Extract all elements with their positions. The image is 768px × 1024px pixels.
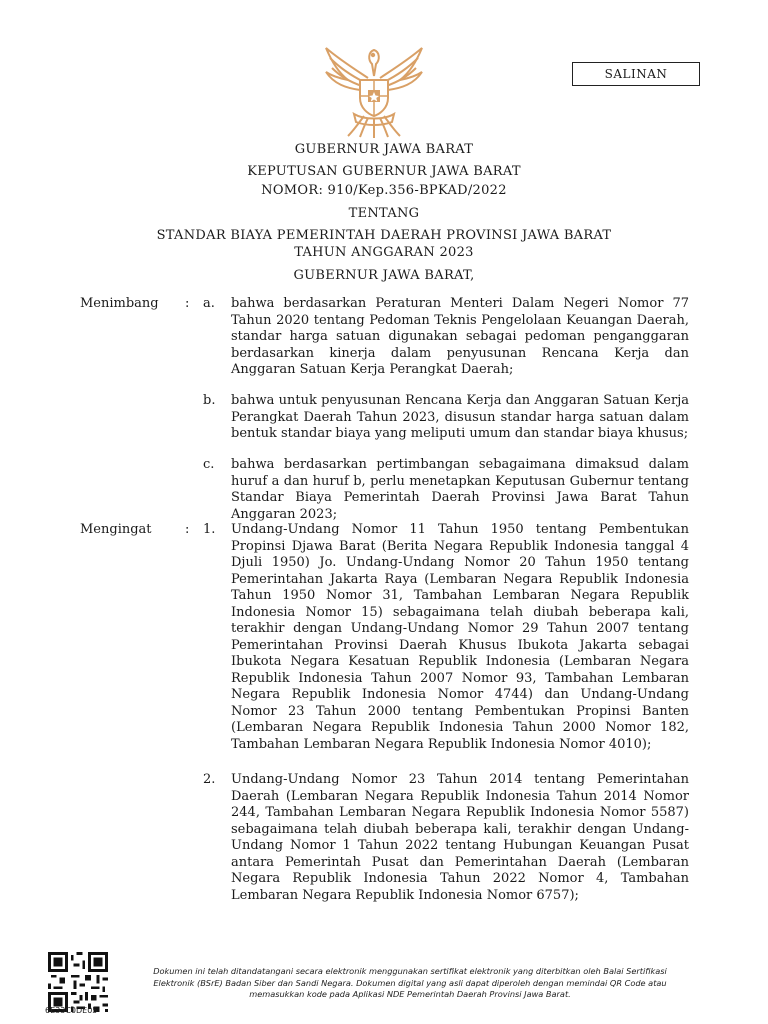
signature-disclaimer: [125, 966, 695, 1001]
menimbang-item-b: bahwa untuk penyusunan Rencana Kerja dan Anggaran Satuan Kerja Perangkat Daerah Tahun 2023, disusun standar harga satuan dalam bentuk standar biaya yang meliputi umum dan standar biaya khusus;: [231, 393, 689, 441]
subject-line-2: TAHUN ANGGARAN 2023: [294, 245, 474, 260]
menimbang-marker-a: a.: [203, 296, 215, 311]
garuda-emblem-icon: [318, 40, 430, 140]
salinan-badge: SALINAN: [572, 62, 700, 86]
mengingat-label: Mengingat: [80, 522, 152, 537]
mengingat-item-1: Undang-Undang Nomor 11 Tahun 1950 tentang Pembentukan Propinsi Djawa Barat (Berita Negara Republik Indonesia tanggal 4 Djuli 1950) Jo. Undang-Undang Nomor 20 Tahun 1950 tentang Pemerintahan Jakarta Raya (Lembaran Negara Republik Indonesia Tahun 1950 Nomor 31, Tambahan Lembaran Negara Republik Indonesia Nomor 15) sebagaimana telah diubah beberapa kali, terakhir dengan Undang-Undang Nomor 29 Tahun 2007 tentang Pemerintahan Provinsi Daerah Khusus Ibukota Jakarta sebagai Ibukota Negara Kesatuan Republik Indonesia (Lembaran Negara Republik Indonesia Tahun 2007 Nomor 93, Tambahan Lembaran Negara Republik Indonesia Nomor 4744) dan Undang-Undang Nomor 23 Tahun 2000 tentang Pembentukan Propinsi Banten (Lembaran Negara Republik Indonesia Tahun 2000 Nomor 182, Tambahan Lembaran Negara Republik Indonesia Nomor 4010);: [231, 522, 689, 752]
mengingat-item-2: Undang-Undang Nomor 23 Tahun 2014 tentang Pemerintahan Daerah (Lembaran Negara Republik Indonesia Tahun 2014 Nomor 244, Tambahan Lembaran Negara Republik Indonesia Nomor 5587) sebagaimana telah diubah beberapa kali, terakhir dengan Undang-Undang Nomor 1 Tahun 2022 tentang Hubungan Keuangan Pusat antara Pemerintah Pusat dan Pemerintahan Daerah (Lembaran Negara Republik Indonesia Tahun 2022 Nomor 4, Tambahan Lembaran Negara Republik Indonesia Nomor 6757);: [231, 772, 689, 903]
qr-code-id: 6E33C0DE05: [45, 1006, 98, 1015]
mengingat-colon: :: [185, 522, 190, 537]
menimbang-marker-c: c.: [203, 457, 215, 472]
governor-signature-title: GUBERNUR JAWA BARAT,: [293, 268, 475, 283]
about-heading: TENTANG: [348, 206, 420, 221]
disclaimer-line-3: memasukkan kode pada Aplikasi NDE Pemerintah Daerah Provinsi Jawa Barat.: [249, 989, 571, 999]
menimbang-colon: :: [185, 296, 190, 311]
decree-title: KEPUTUSAN GUBERNUR JAWA BARAT: [247, 164, 521, 179]
governor-title: GUBERNUR JAWA BARAT: [294, 142, 474, 157]
menimbang-label: Menimbang: [80, 296, 159, 311]
disclaimer-line-2: Elektronik (BSrE) Badan Siber dan Sandi Negara. Dokumen digital yang asli dapat diperoleh dengan memindai QR Code atau: [153, 977, 667, 988]
menimbang-item-a: bahwa berdasarkan Peraturan Menteri Dalam Negeri Nomor 77 Tahun 2020 tentang Pedoman Teknis Pengelolaan Keuangan Daerah, standar harga satuan digunakan sebagai pedoman penganggaran berdasarkan kinerja dalam penyusunan Rencana Kerja dan Anggaran Satuan Kerja Perangkat Daerah;: [231, 296, 689, 377]
mengingat-marker-1: 1.: [203, 522, 216, 537]
disclaimer-line-1: Dokumen ini telah ditandatangani secara elektronik menggunakan sertifikat elektronik yang diterbitkan oleh Balai Sertifikasi: [153, 966, 667, 976]
menimbang-marker-b: b.: [203, 393, 216, 408]
mengingat-marker-2: 2.: [203, 772, 216, 787]
menimbang-item-c: bahwa berdasarkan pertimbangan sebagaimana dimaksud dalam huruf a dan huruf b, perlu menetapkan Keputusan Gubernur tentang Standar Biaya Pemerintah Daerah Provinsi Jawa Barat Tahun Anggaran 2023;: [231, 457, 689, 522]
qr-code-icon[interactable]: [48, 952, 108, 1012]
decree-number: NOMOR: 910/Kep.356-BPKAD/2022: [261, 183, 507, 198]
subject-line-1: STANDAR BIAYA PEMERINTAH DAERAH PROVINSI JAWA BARAT: [156, 228, 612, 243]
